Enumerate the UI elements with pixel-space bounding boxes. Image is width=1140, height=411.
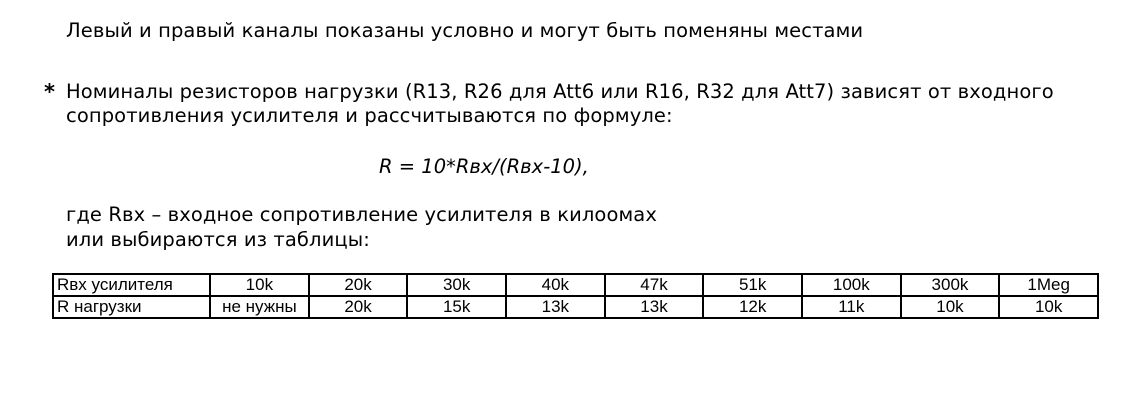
table-cell: 100k: [802, 274, 901, 296]
table-cell: 10k: [901, 296, 1000, 318]
table-cell: 10k: [999, 296, 1098, 318]
table-cell: 11k: [802, 296, 901, 318]
table-cell: 10k: [210, 274, 309, 296]
table-cell: 47k: [605, 274, 704, 296]
table-cell: не нужны: [210, 296, 309, 318]
explanation-line-1: где Rвх – входное сопротивление усилителя в килоомах: [66, 203, 657, 226]
channel-note: Левый и правый каналы показаны условно и могут быть поменяны местами: [66, 19, 864, 42]
table-cell: 20k: [309, 274, 408, 296]
table-cell: 13k: [605, 296, 704, 318]
table-cell: 1Meg: [999, 274, 1098, 296]
table-cell: 20k: [309, 296, 408, 318]
paragraph-line-2: сопротивления усилителя и рассчитываются по формуле:: [66, 104, 673, 127]
explanation-line-2: или выбираются из таблицы:: [66, 228, 370, 251]
table-cell: 13k: [506, 296, 605, 318]
resistor-table: [52, 273, 1099, 319]
table-row-load-resistance: [53, 296, 1098, 318]
table-cell: 51k: [703, 274, 802, 296]
table-cell: 12k: [703, 296, 802, 318]
row-label-load-resistance: R нагрузки: [53, 296, 210, 318]
row-label-input-resistance: Rвх усилителя: [53, 274, 210, 296]
paragraph-line-1: Номиналы резисторов нагрузки (R13, R26 для Att6 или R16, R32 для Att7) зависят от входного: [66, 80, 1054, 103]
table-cell: 15k: [407, 296, 506, 318]
table-cell: 40k: [506, 274, 605, 296]
table-row-input-resistance: [53, 274, 1098, 296]
table-cell: 300k: [901, 274, 1000, 296]
table-cell: 30k: [407, 274, 506, 296]
formula: R = 10*Rвх/(Rвх-10),: [379, 155, 589, 178]
footnote-marker: *: [44, 80, 55, 104]
